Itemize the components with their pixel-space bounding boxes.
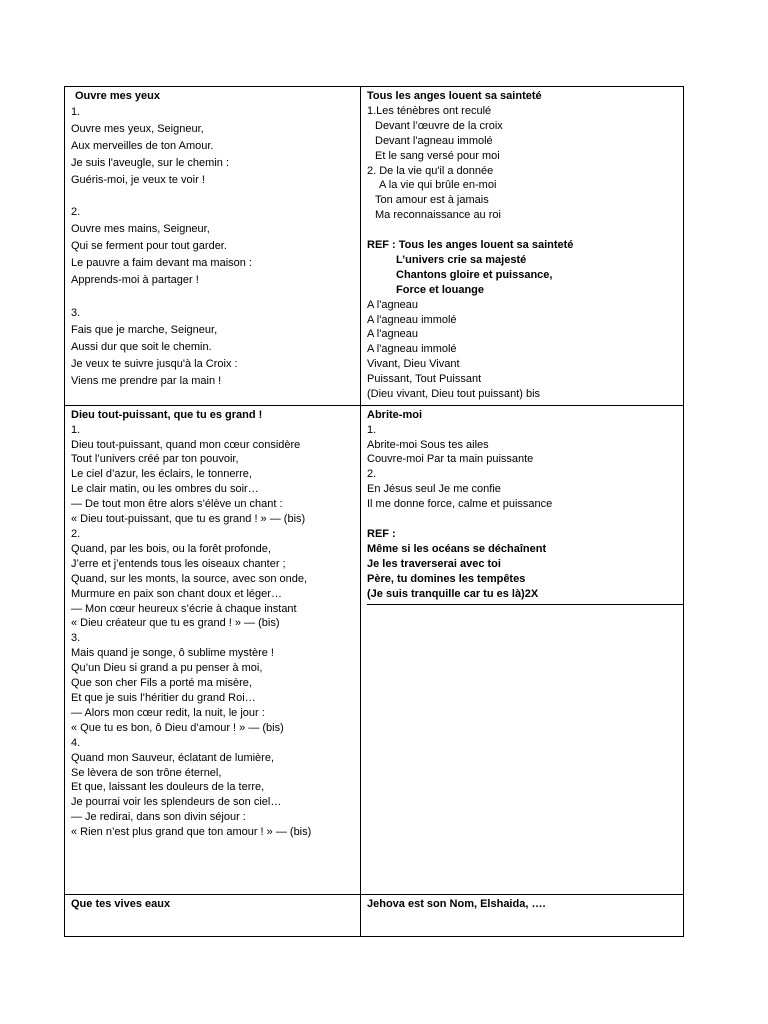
lyric-line: — Mon cœur heureux s’écrie à chaque instant	[71, 602, 297, 615]
lyric-line: En Jésus seul Je me confie	[367, 483, 501, 496]
lyric-line: Il me donne force, calme et puissance	[367, 498, 553, 511]
lyric-line: Murmure en paix son chant doux et léger…	[71, 587, 282, 600]
lyric-line: Puissant, Tout Puissant	[367, 373, 482, 386]
lyric-line: « Dieu tout-puissant, que tu es grand ! » — (bis)	[71, 513, 306, 526]
spacer	[367, 223, 677, 238]
lyric-line: 2.	[367, 468, 377, 481]
song-title: Jehova est son Nom, Elshaida, ….	[367, 897, 546, 910]
lyric-line: 1.	[71, 423, 81, 436]
lyric-line: 3.	[71, 632, 81, 645]
lyric-line: 1.	[367, 423, 377, 436]
lyric-line: — De tout mon être alors s’élève un chant :	[71, 498, 283, 511]
lyric-line: (Dieu vivant, Dieu tout puissant) bis	[367, 388, 541, 401]
lyric-line: 4.	[71, 736, 81, 749]
lyric-line: J’erre et j’entends tous les oiseaux chanter ;	[71, 557, 286, 570]
song-title: Abrite-moi	[367, 408, 422, 421]
spacer	[71, 188, 354, 204]
table-row	[65, 894, 684, 936]
lyric-line: « Que tu es bon, ô Dieu d’amour ! » — (bis)	[71, 721, 284, 734]
refrain-line: Chantons gloire et puissance,	[396, 268, 553, 281]
refrain-line: Je les traverserai avec toi	[367, 557, 501, 570]
lyric-line: A la vie qui brûle en-moi	[379, 179, 497, 192]
lyric-line: Devant l’œuvre de la croix	[375, 119, 503, 132]
refrain-line: Même si les océans se déchaînent	[367, 542, 547, 555]
song-dieu-tout-puissant	[65, 405, 361, 894]
lyric-line: Dieu tout-puissant, quand mon cœur considère	[71, 438, 301, 451]
lyric-line: Quand, sur les monts, la source, avec son onde,	[71, 572, 308, 585]
verse-number: 3.	[71, 306, 81, 319]
lyric-line: — Alors mon cœur redit, la nuit, le jour :	[71, 706, 265, 719]
lyric-line: Ouvre mes mains, Seigneur,	[71, 223, 210, 236]
lyric-line: Viens me prendre par la main !	[71, 374, 222, 387]
lyric-line: Le ciel d’azur, les éclairs, le tonnerre,	[71, 468, 252, 481]
lyric-line: 2.	[71, 528, 81, 540]
lyric-line: A l'agneau	[367, 298, 419, 311]
lyric-line: Devant l'agneau immolé	[375, 134, 493, 147]
song-table	[64, 86, 684, 937]
lyric-line: Je suis l'aveugle, sur le chemin :	[71, 156, 230, 169]
lyric-line: Apprends-moi à partager !	[71, 274, 199, 287]
lyric-line: Qu’un Dieu si grand a pu penser à moi,	[71, 662, 263, 675]
verse-number: 2.	[71, 206, 81, 219]
verse-number: 1.	[71, 105, 81, 118]
lyric-line: Et que je suis l’héritier du grand Roi…	[71, 691, 256, 704]
lyric-line: A l'agneau	[367, 328, 419, 341]
lyric-line: Aux merveilles de ton Amour.	[71, 139, 214, 152]
table-row	[65, 87, 684, 406]
song-title: Tous les anges louent sa sainteté	[367, 90, 542, 102]
lyric-line: Couvre-moi Par ta main puissante	[367, 453, 534, 466]
lyric-line: « Dieu créateur que tu es grand ! » — (bis)	[71, 617, 280, 630]
lyric-line: Je veux te suivre jusqu'à la Croix :	[71, 357, 238, 370]
spacer	[71, 289, 354, 305]
lyric-line: Vivant, Dieu Vivant	[367, 358, 460, 371]
table-row	[65, 405, 684, 894]
lyric-line: Je pourrai voir les splendeurs de son ciel…	[71, 796, 282, 809]
lyric-line: Se lèvera de son trône éternel,	[71, 766, 222, 779]
lyric-line: Qui se ferment pour tout garder.	[71, 240, 227, 253]
lyric-line: Ouvre mes yeux, Seigneur,	[71, 122, 204, 135]
lyric-line: Et que, laissant les douleurs de la terre,	[71, 781, 265, 794]
song-ouvre-mes-yeux	[65, 87, 361, 406]
lyric-line: Abrite-moi Sous tes ailes	[367, 438, 489, 451]
lyric-line: Aussi dur que soit le chemin.	[71, 340, 212, 353]
lyric-line: « Rien n’est plus grand que ton amour ! » — (bis)	[71, 826, 312, 839]
lyric-line: Ton amour est à jamais	[375, 194, 489, 207]
song-title: Ouvre mes yeux	[75, 90, 160, 102]
lyric-line: Le pauvre a faim devant ma maison :	[71, 257, 252, 270]
lyric-line: Et le sang versé pour moi	[375, 149, 500, 162]
lyric-line: Que son cher Fils a porté ma misère,	[71, 677, 252, 690]
spacer	[367, 512, 677, 527]
lyric-line: Ma reconnaissance au roi	[375, 209, 501, 222]
lyric-line: Tout l’univers créé par ton pouvoir,	[71, 453, 239, 466]
refrain-line: REF :	[367, 527, 396, 540]
lyric-line: Le clair matin, ou les ombres du soir…	[71, 483, 259, 496]
song-que-tes-vives-eaux	[65, 894, 361, 936]
song-tous-les-anges	[361, 87, 684, 406]
song-jehova	[361, 894, 684, 936]
lyric-line: A l'agneau immolé	[367, 343, 457, 356]
refrain-line: REF : Tous les anges louent sa sainteté	[367, 239, 574, 252]
lyric-line: Quand, par les bois, ou la forêt profonde,	[71, 542, 271, 555]
lyric-line: Fais que je marche, Seigneur,	[71, 323, 218, 336]
refrain-line: L’univers crie sa majesté	[396, 253, 527, 266]
divider	[367, 604, 684, 605]
song-title: Dieu tout-puissant, que tu es grand !	[71, 408, 263, 421]
song-title: Que tes vives eaux	[71, 897, 171, 910]
lyric-line: 1.Les ténèbres ont reculé	[367, 104, 492, 117]
refrain-line: (Je suis tranquille car tu es là)2X	[367, 587, 539, 600]
lyric-line: A l'agneau immolé	[367, 313, 457, 326]
refrain-line: Force et louange	[396, 283, 485, 296]
lyric-line: Mais quand je songe, ô sublime mystère !	[71, 647, 274, 660]
lyric-line: 2. De la vie qu'il a donnée	[367, 164, 494, 177]
lyric-line: Quand mon Sauveur, éclatant de lumière,	[71, 751, 275, 764]
lyric-line: — Je redirai, dans son divin séjour :	[71, 811, 246, 824]
lyric-line: Guéris-moi, je veux te voir !	[71, 173, 205, 186]
song-abrite-moi	[361, 405, 684, 894]
refrain-line: Père, tu domines les tempêtes	[367, 572, 526, 585]
